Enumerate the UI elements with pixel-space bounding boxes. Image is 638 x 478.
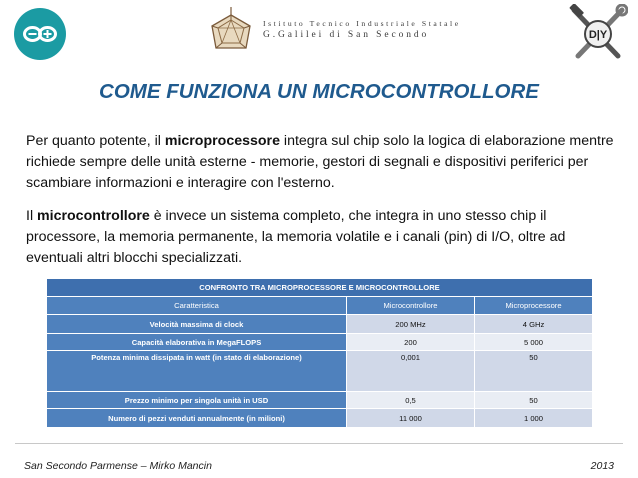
microprocessor-value: 4 GHz: [475, 315, 593, 334]
slide-title: COME FUNZIONA UN MICROCONTROLLORE: [99, 80, 539, 103]
row-label: Prezzo minimo per singola unità in USD: [47, 392, 347, 409]
school-name-line1: Istituto Tecnico Industriale Statale: [263, 19, 461, 28]
school-emblem: [208, 6, 254, 56]
microcontroller-value: 0,5: [347, 392, 475, 409]
table-caption-row: [47, 279, 593, 297]
row-label: Capacità elaborativa in MegaFLOPS: [47, 334, 347, 351]
footer-author: San Secondo Parmense – Mirko Mancin: [24, 460, 212, 472]
microcontroller-value: 200 MHz: [347, 315, 475, 334]
column-header-caratteristica: Caratteristica: [47, 297, 347, 315]
microprocessor-value: 5 000: [475, 334, 593, 351]
table-row: [47, 392, 593, 409]
para2-text-before: Il: [26, 208, 38, 224]
table-row: [47, 334, 593, 351]
microprocessor-value: 50: [475, 392, 593, 409]
table-caption: CONFRONTO TRA MICROPROCESSORE E MICROCONTROLLORE: [47, 279, 593, 297]
row-label: Potenza minima dissipata in watt (in stato di elaborazione): [47, 351, 347, 392]
row-label: Velocità massima di clock: [47, 315, 347, 334]
microprocessor-value: 1 000: [475, 409, 593, 428]
paragraph-microprocessore: [26, 131, 616, 194]
column-header-microprocessore: Microprocessore: [475, 297, 593, 315]
column-header-microcontrollore: Microcontrollore: [347, 297, 475, 315]
microcontroller-value: 0,001: [347, 351, 475, 392]
table-header-row: [47, 297, 593, 315]
para2-text-after: è invece un sistema completo, che integra in uno stesso chip il processore, la memoria permanente, la memoria volatile e i canali (pin) di I/O, oltre ad eventuali altri blocchi specializzati.: [26, 208, 566, 266]
infinity-plus-minus-logo-icon: [14, 8, 66, 60]
microprocessor-value: 50: [475, 351, 593, 392]
para1-bold-term: microprocessore: [164, 133, 280, 149]
para1-text-after: integra sul chip solo la logica di elaborazione mentre richiede sempre delle unità esterne - memorie, gestori di segnali e dispositivi periferici per scambiare informazioni e interagire con l'esterno.: [26, 133, 614, 191]
tools-diy-logo-icon: [568, 4, 628, 64]
school-name-line2: G.Galilei di San Secondo: [263, 30, 430, 40]
diy-logo: [568, 4, 628, 64]
para1-text-before: Per quanto potente, il: [26, 133, 165, 149]
row-label: Numero di pezzi venduti annualmente (in milioni): [47, 409, 347, 428]
table-row: [47, 315, 593, 334]
microcontroller-value: 200: [347, 334, 475, 351]
para2-bold-term: microcontrollore: [37, 208, 150, 224]
comparison-table: [46, 278, 593, 428]
arduino-logo: [14, 8, 66, 60]
polyhedron-emblem-icon: [208, 6, 254, 56]
paragraph-microcontrollore: [26, 206, 616, 269]
table-row: [47, 409, 593, 428]
school-name: [263, 19, 461, 40]
footer-divider: [15, 443, 623, 444]
table-row: [47, 351, 593, 392]
microcontroller-value: 11 000: [347, 409, 475, 428]
diy-logo-text: D|Y: [588, 29, 608, 41]
footer-year: 2013: [590, 460, 614, 472]
